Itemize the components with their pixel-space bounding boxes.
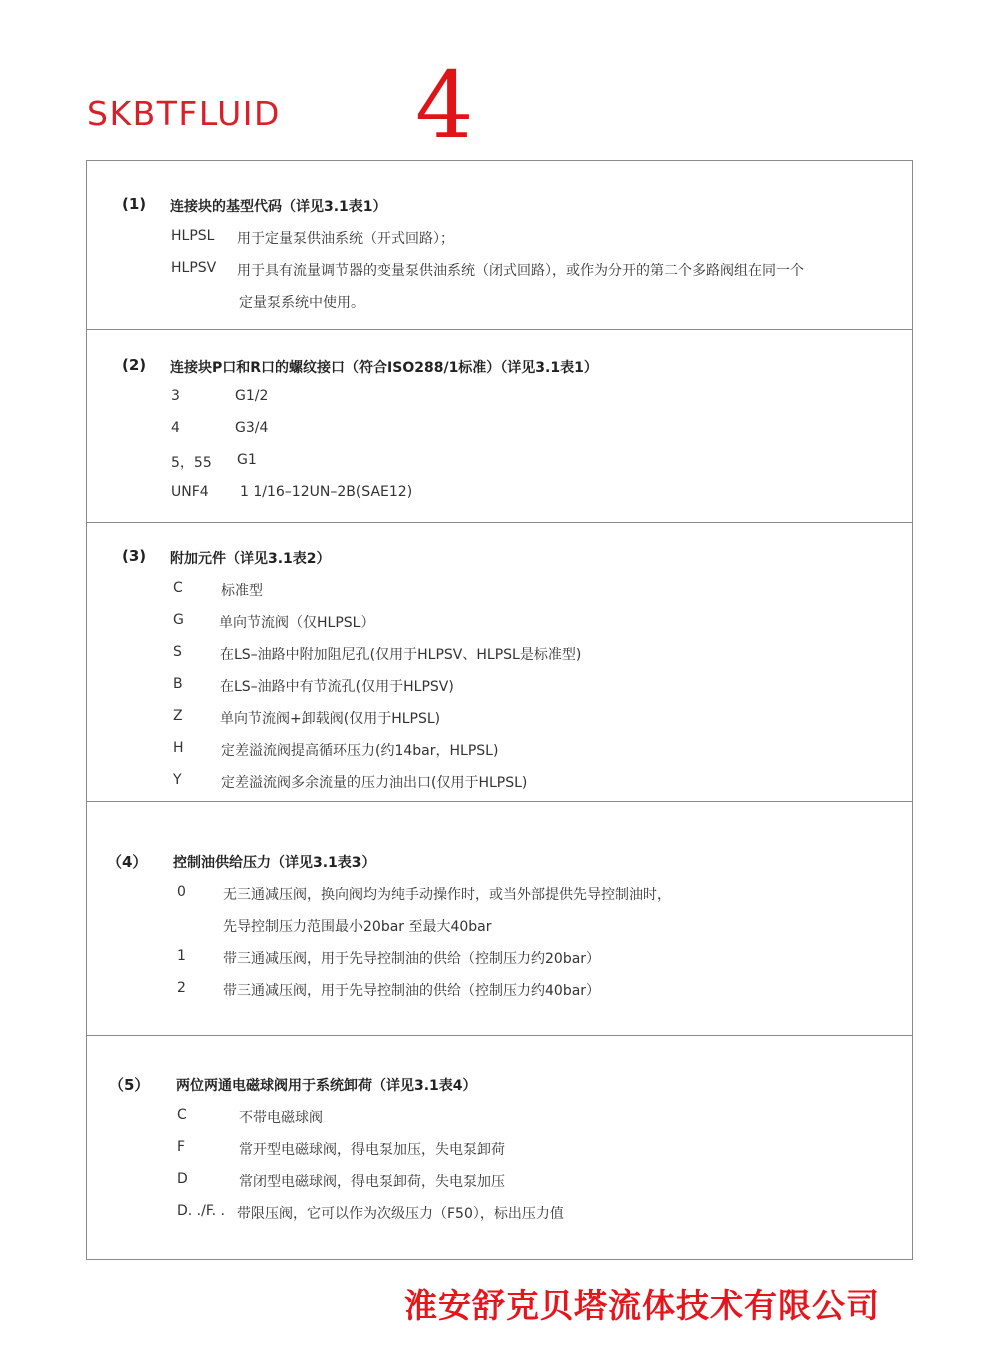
item-description: 定量泵系统中使用。 <box>239 295 365 311</box>
item-code: 1 <box>177 948 186 964</box>
item-code: S <box>173 644 182 660</box>
item-code: 2 <box>177 980 186 996</box>
item-description: 定差溢流阀提高循环压力(约14bar，HLPSL) <box>221 743 499 759</box>
page-number: 4 <box>415 52 474 159</box>
item-description: 常闭型电磁球阀，得电泵卸荷，失电泵加压 <box>239 1174 505 1190</box>
section-number: （4） <box>107 853 148 871</box>
section-5 <box>87 1035 912 1259</box>
item-description: 带三通减压阀，用于先导控制油的供给（控制压力约40bar） <box>223 983 601 999</box>
item-description: 带三通减压阀，用于先导控制油的供给（控制压力约20bar） <box>223 951 601 967</box>
item-description: 先导控制压力范围最小20bar 至最大40bar <box>223 919 492 935</box>
item-description: 1 1/16–12UN–2B(SAE12) <box>240 484 413 500</box>
section-number: (3) <box>122 547 147 565</box>
section-title: 连接块的基型代码（详见3.1表1） <box>170 199 387 215</box>
section-title: 附加元件（详见3.1表2） <box>170 551 331 567</box>
item-code: H <box>173 740 184 756</box>
item-description: 标准型 <box>221 583 263 599</box>
item-code: HLPSV <box>171 260 217 276</box>
item-description: 无三通减压阀，换向阀均为纯手动操作时，或当外部提供先导控制油时， <box>223 887 671 903</box>
item-description: 常开型电磁球阀，得电泵加压，失电泵卸荷 <box>239 1142 505 1158</box>
item-code: D. ./F. . <box>177 1203 226 1219</box>
item-code: C <box>173 580 183 596</box>
item-code: G <box>173 612 184 628</box>
item-description: 不带电磁球阀 <box>239 1110 323 1126</box>
item-code: D <box>177 1171 188 1187</box>
section-number: (2) <box>122 356 147 374</box>
item-code: 5，55 <box>171 455 212 471</box>
spec-table <box>86 160 913 1260</box>
item-code: B <box>173 676 183 692</box>
item-code: 3 <box>171 388 180 404</box>
section-number: （5） <box>109 1076 150 1094</box>
item-description: 用于具有流量调节器的变量泵供油系统（闭式回路），或作为分开的第二个多路阀组在同一个 <box>237 263 804 279</box>
section-3 <box>87 522 912 801</box>
item-code: C <box>177 1107 187 1123</box>
section-title: 控制油供给压力（详见3.1表3） <box>173 855 376 871</box>
item-code: UNF4 <box>171 484 209 500</box>
section-number: (1) <box>122 195 147 213</box>
item-description: G1 <box>237 452 257 468</box>
section-title: 两位两通电磁球阀用于系统卸荷（详见3.1表4） <box>176 1078 477 1094</box>
item-description: 用于定量泵供油系统（开式回路）； <box>237 231 454 247</box>
item-description: 带限压阀，它可以作为次级压力（F50），标出压力值 <box>237 1206 564 1222</box>
item-code: Z <box>173 708 183 724</box>
item-description: G3/4 <box>235 420 269 436</box>
section-title: 连接块P口和R口的螺纹接口（符合ISO288/1标准）（详见3.1表1） <box>170 360 598 376</box>
item-description: 单向节流阀（仅HLPSL） <box>219 615 375 631</box>
item-code: Y <box>173 772 182 788</box>
section-4 <box>87 801 912 1035</box>
item-description: 定差溢流阀多余流量的压力油出口(仅用于HLPSL) <box>221 775 528 791</box>
item-code: F <box>177 1139 186 1155</box>
item-description: 单向节流阀+卸载阀(仅用于HLPSL) <box>220 711 441 727</box>
item-description: 在LS–油路中有节流孔(仅用于HLPSV) <box>220 679 454 695</box>
brand-logo: SKBTFLUID <box>87 94 281 133</box>
item-code: 0 <box>177 884 186 900</box>
item-description: 在LS–油路中附加阻尼孔(仅用于HLPSV、HLPSL是标准型) <box>220 647 582 663</box>
item-description: G1/2 <box>235 388 269 404</box>
company-name: 淮安舒克贝塔流体技术有限公司 <box>404 1286 880 1325</box>
item-code: 4 <box>171 420 180 436</box>
section-2 <box>87 329 912 522</box>
section-1 <box>87 161 912 329</box>
item-code: HLPSL <box>171 228 215 244</box>
